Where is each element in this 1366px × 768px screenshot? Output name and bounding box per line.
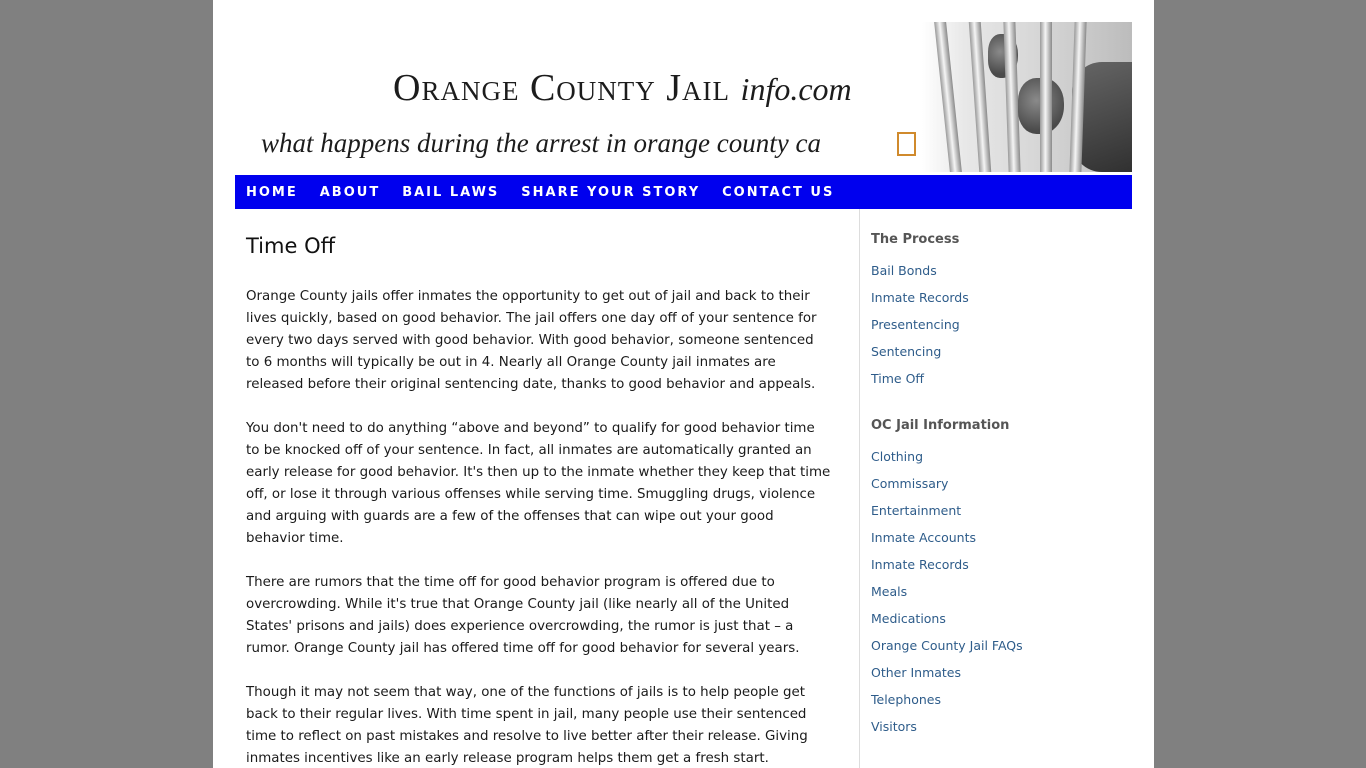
sidebar-link-commissary[interactable]: Commissary [871, 476, 949, 491]
page-container [213, 0, 1154, 768]
site-title-main: Orange County Jail [393, 67, 731, 109]
missing-glyph-box-icon [897, 132, 916, 156]
sidebar-heading-the-process: The Process [871, 232, 960, 247]
sidebar-link-telephones[interactable]: Telephones [871, 692, 941, 707]
jail-bars-image [922, 22, 1132, 172]
sidebar-list-oc-jail-information [871, 443, 1141, 740]
sidebar-link-faqs[interactable]: Orange County Jail FAQs [871, 638, 1023, 653]
nav-share-your-story[interactable]: SHARE YOUR STORY [521, 184, 701, 200]
site-tagline: what happens during the arrest in orange county ca [261, 128, 821, 158]
sidebar-divider [859, 209, 860, 768]
sidebar [871, 229, 1141, 763]
article-paragraph-3: There are rumors that the time off for good behavior program is offered due to overcrowding. While it's true that Orange County jail (like nearly all of the United States' prisons and jails) does experience overcrowding, the rumor is just that – a rumor. Orange County jail has offered time off for good behavior for several years. [246, 575, 800, 656]
sidebar-link-visitors[interactable]: Visitors [871, 719, 917, 734]
sidebar-link-time-off[interactable]: Time Off [871, 371, 925, 386]
sidebar-link-clothing[interactable]: Clothing [871, 449, 924, 464]
sidebar-link-medications[interactable]: Medications [871, 611, 946, 626]
sidebar-link-inmate-records-2[interactable]: Inmate Records [871, 557, 969, 572]
nav-bail-laws[interactable]: BAIL LAWS [402, 184, 500, 200]
sidebar-link-meals[interactable]: Meals [871, 584, 908, 599]
article-content [246, 230, 831, 768]
sidebar-link-inmate-records[interactable]: Inmate Records [871, 290, 969, 305]
jail-bar [933, 22, 963, 172]
sidebar-list-the-process [871, 257, 1141, 392]
article-title: Time Off [246, 234, 336, 258]
site-header-banner[interactable] [235, 22, 1132, 172]
article-paragraph-1: Orange County jails offer inmates the opportunity to get out of jail and back to their lives quickly, based on good behavior. The jail offers one day off of your sentence for every two days served with good behavior. With good behavior, someone sentenced to 6 months will typically be out in 4. Nearly all Orange County jail inmates are released before their original sentencing date, thanks to good behavior and appeals. [246, 289, 817, 392]
sidebar-link-sentencing[interactable]: Sentencing [871, 344, 942, 359]
sidebar-link-inmate-accounts[interactable]: Inmate Accounts [871, 530, 976, 545]
nav-contact-us[interactable]: CONTACT US [722, 184, 835, 200]
article-paragraph-2: You don't need to do anything “above and beyond” to qualify for good behavior time to be knocked off of your sentence. In fact, all inmates are automatically granted an early release for good behavior. It's then up to the inmate whether they keep that time off, or lose it through various offenses while serving time. Smuggling drugs, violence and arguing with guards are a few of the offenses that can wipe out your good behavior time. [246, 421, 831, 546]
sidebar-heading-oc-jail-information: OC Jail Information [871, 418, 1010, 433]
sidebar-link-bail-bonds[interactable]: Bail Bonds [871, 263, 937, 278]
sidebar-link-entertainment[interactable]: Entertainment [871, 503, 962, 518]
site-title [393, 66, 852, 110]
site-title-suffix: info.com [740, 71, 852, 107]
nav-home[interactable]: HOME [246, 184, 298, 200]
article-paragraph-4: Though it may not seem that way, one of the functions of jails is to help people get back to their regular lives. With time spent in jail, many people use their sentenced time to reflect on past mistakes and resolve to live better after their release. Giving inmates incentives like an early release program helps them get a fresh start. [246, 685, 808, 766]
sidebar-link-presentencing[interactable]: Presentencing [871, 317, 960, 332]
jail-bar [1040, 22, 1052, 172]
main-navigation [235, 175, 1132, 209]
sidebar-link-other-inmates[interactable]: Other Inmates [871, 665, 962, 680]
nav-about[interactable]: ABOUT [319, 184, 381, 200]
